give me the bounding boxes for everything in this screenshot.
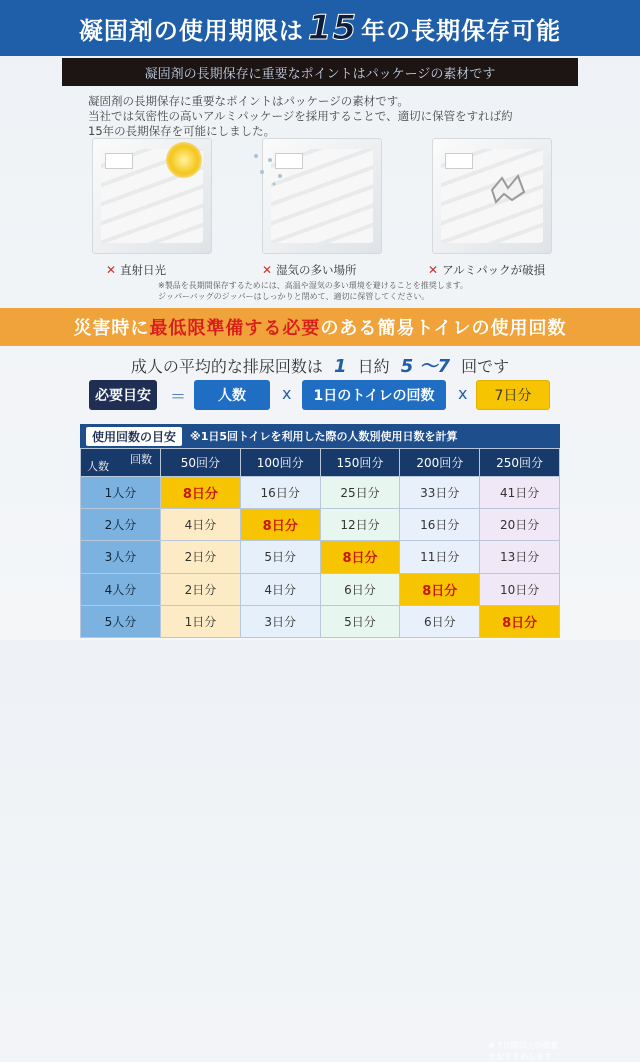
multiply-sign: x [282,384,292,403]
equals-sign: ＝ [170,387,187,406]
band-text-c: のある簡易トイレの使用回数 [320,318,567,339]
table-row [81,573,560,605]
formula-need-box: 必要目安 [89,380,157,410]
table-row [81,605,560,637]
table-cell: 4日分 [240,573,320,605]
formula-toilet-box: 1日のトイレの回数 [302,380,446,410]
band-text-highlight: 最低限準備する必要 [149,318,321,339]
table-row [81,509,560,541]
warning-label: 直射日光 [120,263,167,277]
warning-sunlight [106,262,166,278]
table-caption: ※1日5回トイレを利用した際の人数別使用日数を計算 [190,430,458,443]
note-line-1: ※製品を長期間保存するためには、高温や湿気の多い環境を避けることを推奨します。 [158,281,469,290]
note-line-2: ジッパーバッグのジッパーはしっかりと閉めて、適切に保管してください。 [158,292,430,301]
column-header: 50回分 [161,449,241,477]
band-text-a: 災害時に [73,318,150,339]
title-before: 凝固剤の使用期限は [78,16,304,45]
table-cell: 6日分 [400,605,480,637]
warning-humidity [262,262,357,278]
highlight-cell: 8日分 [400,573,480,605]
row-header: 3人分 [81,541,161,573]
cross-icon: ✕ [428,263,439,277]
table-cell: 33日分 [400,477,480,509]
warning-label: アルミパックが破損 [442,263,546,277]
table-cell: 3日分 [240,605,320,637]
table-cell: 20日分 [480,509,560,541]
table-cell: 12日分 [320,509,400,541]
title-after: 年の長期保存可能 [361,16,562,45]
avg-mid: 日約 [357,357,390,376]
table-cell: 1日分 [161,605,241,637]
table-cell: 13日分 [480,541,560,573]
avg-before: 成人の平均的な排尿回数は [130,357,323,376]
water-drops-icon [250,150,290,193]
usage-table-panel [80,424,560,1061]
table-cell: 6日分 [320,573,400,605]
row-header: 1人分 [81,477,161,509]
row-header: 4人分 [81,573,161,605]
intro-line-3: 15年の長期保存を可能にしました。 [88,124,276,138]
avg-num-2: 5 〜7 [400,356,451,377]
table-cell: 41日分 [480,477,560,509]
table-corner [81,449,161,477]
table-cell: 5日分 [240,541,320,573]
column-header: 250回分 [480,449,560,477]
highlight-cell: 8日分 [240,509,320,541]
usage-table [80,448,560,638]
cross-icon: ✕ [262,263,273,277]
row-header: 5人分 [81,605,161,637]
column-header: 200回分 [400,449,480,477]
table-row [81,477,560,509]
table-cell: 5日分 [320,605,400,637]
warning-label: 湿気の多い場所 [276,263,357,277]
table-footnote: ※ 7日間以上の備蓄をおすすめします [488,1041,559,1061]
table-cell: 16日分 [400,509,480,541]
intro-line-2: 当社では気密性の高いアルミパッケージを採用することで、適切に保管をすれば約 [88,109,513,123]
corner-top-label: 回数 [130,453,152,466]
orange-band [0,308,640,346]
highlight-cell: 8日分 [320,541,400,573]
multiply-sign: x [458,384,468,403]
avg-after: 回です [461,357,510,376]
row-header: 2人分 [81,509,161,541]
storage-note [158,280,578,302]
tear-icon [488,172,528,212]
highlight-cell: 8日分 [161,477,241,509]
warning-damage [428,262,545,278]
table-cell: 25日分 [320,477,400,509]
table-cell: 16日分 [240,477,320,509]
table-cell: 2日分 [161,541,241,573]
average-line [0,352,640,378]
table-row [81,541,560,573]
column-header: 100回分 [240,449,320,477]
intro-text [88,94,568,139]
top-banner [0,0,640,56]
table-cell: 10日分 [480,573,560,605]
table-cell: 11日分 [400,541,480,573]
intro-line-1: 凝固剤の長期保存に重要なポイントはパッケージの素材です。 [88,94,409,108]
formula-days-box: 7日分 [476,380,550,410]
highlight-cell: 8日分 [480,605,560,637]
cross-icon: ✕ [106,263,117,277]
table-cell: 2日分 [161,573,241,605]
table-header [80,424,560,448]
sun-icon [166,142,202,178]
corner-bottom-label: 人数 [87,460,109,473]
avg-num-1: 1 [333,356,347,377]
table-badge: 使用回数の目安 [86,427,182,446]
sub-banner: 凝固剤の長期保存に重要なポイントはパッケージの素材です [62,58,578,86]
table-cell: 4日分 [161,509,241,541]
formula-people-box: 人数 [194,380,270,410]
title-number: 15 [307,8,358,48]
column-header: 150回分 [320,449,400,477]
